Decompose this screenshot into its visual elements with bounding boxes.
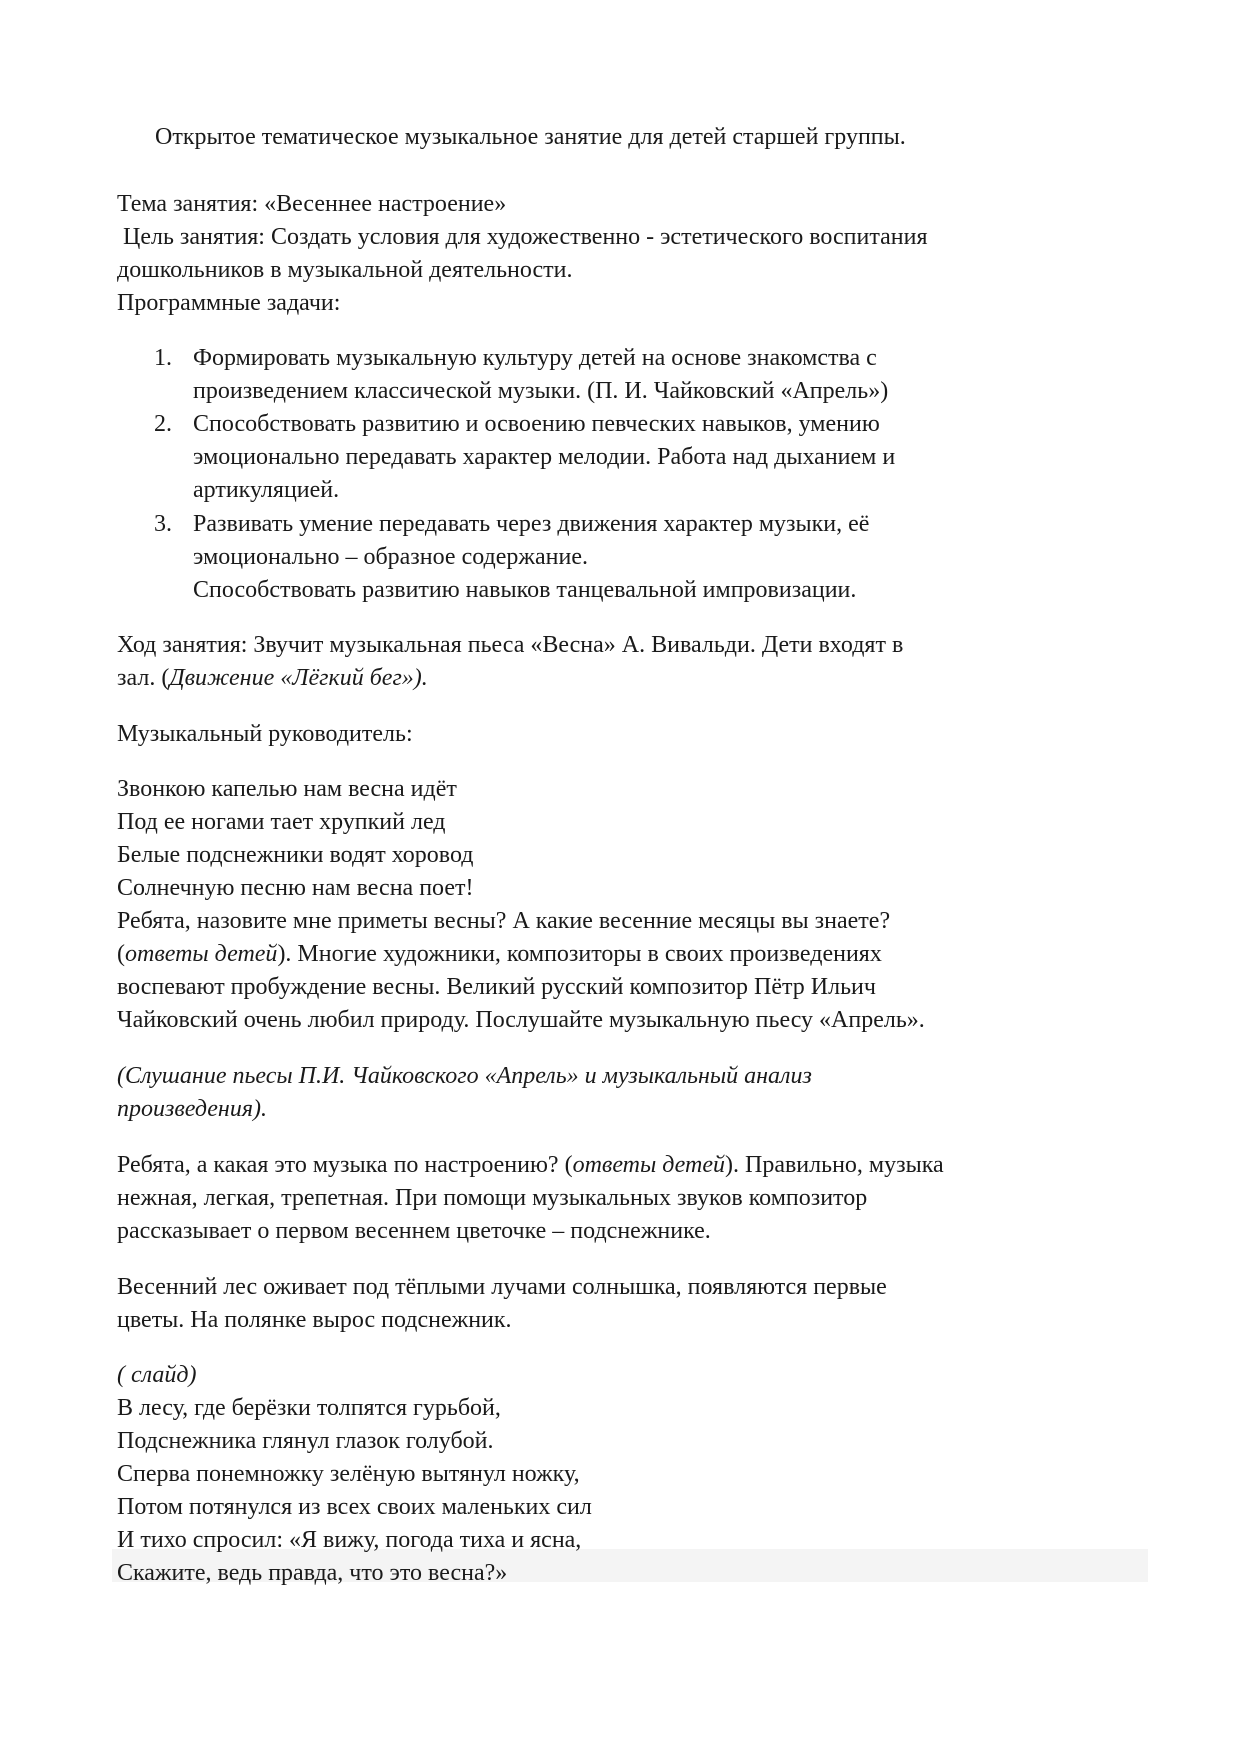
document-title: Открытое тематическое музыкальное занятие для детей старшей группы. bbox=[155, 124, 906, 150]
task-line: эмоционально передавать характер мелодии. Работа над дыханием и bbox=[193, 444, 896, 470]
listening-note: (Слушание пьесы П.И. Чайковского «Апрель» и музыкальный анализ bbox=[117, 1063, 812, 1089]
course-text: зал. ( bbox=[117, 665, 170, 691]
task-line: эмоционально – образное содержание. bbox=[193, 544, 588, 570]
poem-line: Под ее ногами тает хрупкий лед bbox=[117, 809, 446, 835]
lesson-theme: Тема занятия: «Весеннее настроение» bbox=[117, 191, 507, 217]
talk-text: Ребята, а какая это музыка по настроению? ( bbox=[117, 1152, 573, 1178]
speaker-label: Музыкальный руководитель: bbox=[117, 721, 413, 747]
listening-note: произведения). bbox=[117, 1096, 267, 1122]
lesson-goal-line-1: Цель занятия: Создать условия для художественно - эстетического воспитания bbox=[123, 224, 928, 250]
children-answers: ответы детей bbox=[572, 1152, 725, 1178]
task-number: 3. bbox=[154, 511, 172, 537]
task-line: произведением классической музыки. (П. И. Чайковский «Апрель») bbox=[193, 378, 889, 404]
task-line: артикуляцией. bbox=[193, 477, 340, 503]
poem-line: Сперва понемножку зелёную вытянул ножку, bbox=[117, 1461, 580, 1487]
forest-line: цветы. На полянке вырос подснежник. bbox=[117, 1307, 512, 1333]
talk-line bbox=[117, 1149, 944, 1182]
paren: ( bbox=[117, 941, 125, 967]
poem-line: Белые подснежники водят хоровод bbox=[117, 842, 474, 868]
poem-line: Подснежника глянул глазок голубой. bbox=[117, 1428, 494, 1454]
slide-note: ( слайд) bbox=[117, 1362, 197, 1388]
children-answers: ответы детей bbox=[125, 941, 278, 967]
poem-line: Скажите, ведь правда, что это весна?» bbox=[117, 1560, 508, 1586]
poem-line: Потом потянулся из всех своих маленьких сил bbox=[117, 1494, 592, 1520]
task-line: Развивать умение передавать через движения характер музыки, её bbox=[193, 511, 870, 537]
course-movement: Движение «Лёгкий бег»). bbox=[169, 665, 428, 691]
task-line: Способствовать развитию и освоению певческих навыков, умению bbox=[193, 411, 880, 437]
task-line: Способствовать развитию навыков танцевальной импровизации. bbox=[193, 577, 857, 603]
task-number: 2. bbox=[154, 411, 172, 437]
talk-line bbox=[117, 938, 882, 971]
course-line-1: Ход занятия: Звучит музыкальная пьеса «Весна» А. Вивальди. Дети входят в bbox=[117, 632, 904, 658]
talk-text: ). Правильно, музыка bbox=[725, 1152, 944, 1178]
talk-line: воспевают пробуждение весны. Великий русский композитор Пётр Ильич bbox=[117, 974, 876, 1000]
poem-line: Звонкою капелью нам весна идёт bbox=[117, 776, 457, 802]
task-line: Формировать музыкальную культуру детей на основе знакомства с bbox=[193, 345, 877, 371]
lesson-goal-line-2: дошкольников в музыкальной деятельности. bbox=[117, 257, 573, 283]
tasks-heading: Программные задачи: bbox=[117, 290, 341, 316]
poem-line: Солнечную песню нам весна поет! bbox=[117, 875, 474, 901]
talk-line: нежная, легкая, трепетная. При помощи музыкальных звуков композитор bbox=[117, 1185, 868, 1211]
course-line-2 bbox=[117, 662, 428, 695]
task-number: 1. bbox=[154, 345, 172, 371]
talk-line: Чайковский очень любил природу. Послушайте музыкальную пьесу «Апрель». bbox=[117, 1007, 925, 1033]
poem-line: И тихо спросил: «Я вижу, погода тиха и ясна, bbox=[117, 1527, 582, 1553]
poem-line: В лесу, где берёзки толпятся гурьбой, bbox=[117, 1395, 501, 1421]
talk-line: рассказывает о первом весеннем цветочке – подснежнике. bbox=[117, 1218, 711, 1244]
forest-line: Весенний лес оживает под тёплыми лучами солнышка, появляются первые bbox=[117, 1274, 887, 1300]
talk-line: Ребята, назовите мне приметы весны? А какие весенние месяцы вы знаете? bbox=[117, 908, 891, 934]
talk-text: ). Многие художники, композиторы в своих произведениях bbox=[277, 941, 882, 967]
